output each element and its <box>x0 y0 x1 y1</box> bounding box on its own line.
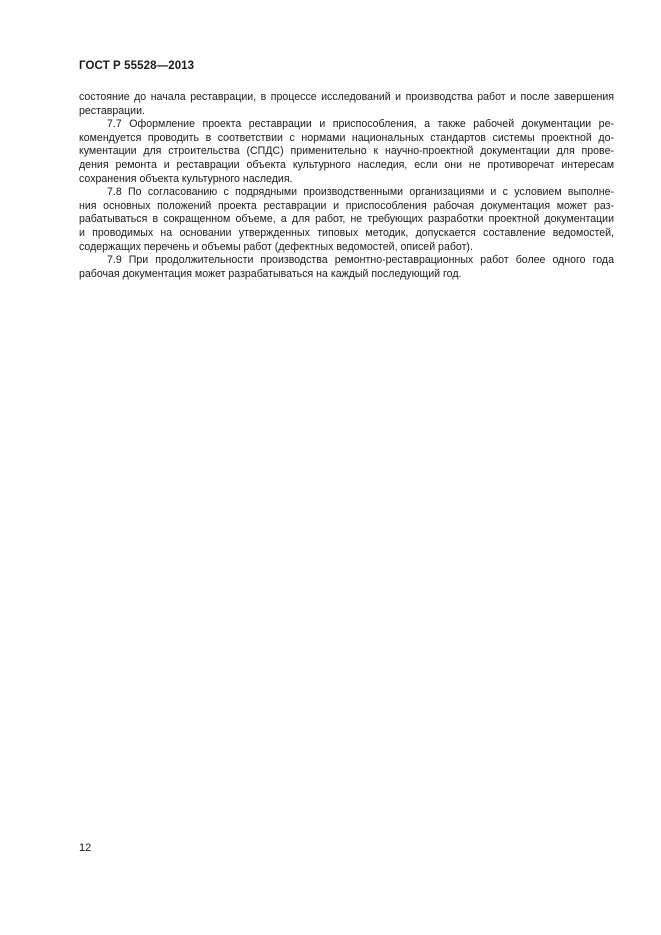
text-line: ния основных положений проекта реставрации и приспособления рабочая документация может раз- <box>79 199 614 212</box>
text-line: кументации для строительства (СПДС) применительно к научно-проектной документации для прове- <box>79 145 614 158</box>
text-line: реставрации. <box>79 104 145 117</box>
paragraph-7-8 <box>79 186 614 254</box>
text-line: 7.8 По согласованию с подрядными производственными организациями и с условием выполне- <box>107 186 614 199</box>
text-line: рабатываться в сокращенном объеме, а для работ, не требующих разработки проектной документации <box>79 213 614 226</box>
text-line: 7.9 При продолжительности производства ремонтно-реставрационных работ более одного года <box>107 254 614 267</box>
paragraph-7-7 <box>79 118 614 186</box>
text-line: комендуется проводить в соответствии с нормами национальных стандартов системы проектной до- <box>79 131 614 144</box>
text-line: сохранения объекта культурного наследия. <box>79 172 293 185</box>
page-number: 12 <box>79 842 92 854</box>
document-header: ГОСТ Р 55528—2013 <box>79 60 195 72</box>
text-line: дения ремонта и реставрации объекта культурного наследия, если они не противоречат интересам <box>79 158 614 171</box>
text-line: содержащих перечень и объемы работ (дефектных ведомостей, описей работ). <box>79 240 473 253</box>
text-line: и проводимых на основании утвержденных типовых методик, допускается составление ведомостей, <box>79 226 614 239</box>
paragraph-continuation <box>79 91 614 118</box>
document-body <box>79 91 614 281</box>
text-line: рабочая документация может разрабатываться на каждый последующий год. <box>79 267 462 280</box>
text-line: 7.7 Оформление проекта реставрации и приспособления, а также рабочей документации ре- <box>107 118 614 131</box>
paragraph-7-9 <box>79 254 614 281</box>
text-line: состояние до начала реставрации, в процессе исследований и производства работ и после завершения <box>79 91 614 103</box>
